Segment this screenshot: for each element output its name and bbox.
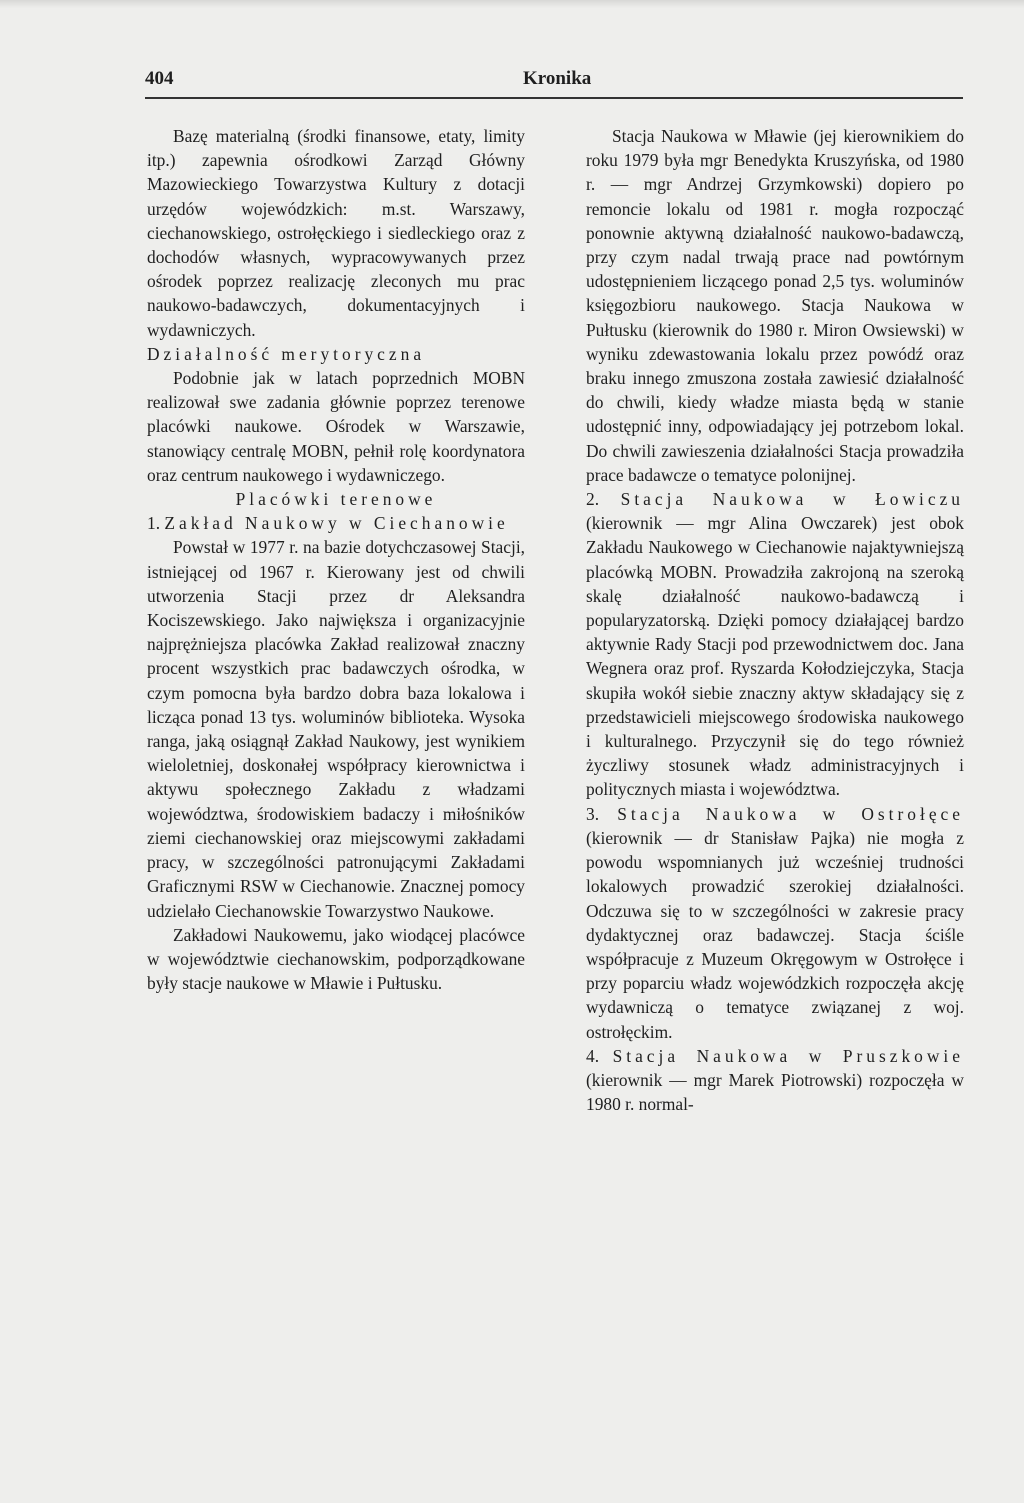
subheading-ciechanow [147,511,525,535]
item-title: Stacja Naukowa w Ostrołęce [617,803,964,824]
paragraph-pruszkow [586,1044,964,1117]
item-number: 2. [586,489,600,510]
subheading-title: Zakład Naukowy w Ciechanowie [164,513,509,534]
section-heading-activity: Działalność merytoryczna [147,343,426,364]
paragraph-ostroleka [586,802,964,1044]
item-title: Stacja Naukowa w Łowiczu [620,489,964,510]
item-text: (kierownik — mgr Marek Piotrowski) rozpoczęła w 1980 r. normal- [586,1069,964,1115]
left-column [147,124,525,995]
paragraph-mlawa-pultusk: Stacja Naukowa w Mławie (jej kierownikiem do roku 1979 była mgr Benedykta Kruszyńska, od 1980 r. — mgr Andrzej Grzymkowski) dopiero po remoncie lokalu od 1981 r. mogła rozpocząć ponownie aktywną działalność naukowo-badawczą, przy czym nadal trwają prace nad powtórnym udostępnieniem liczącego ponad 2,5 tys. woluminów księgozbioru naukowego. Stacja Naukowa w Pułtusku (kierownik do 1980 r. Miron Owsiewski) w wyniku zdewastowania lokalu przez powódź oraz braku innego zmuszona została zawiesić działalność do chwili, kiedy władze miasta będą w stanie udostępnić inny, odpowiadający jej potrzebom lokal. Do chwili zawieszenia działalności Stacja prowadziła prace badawcze o tematyce polonijnej. [586,126,964,485]
page-number: 404 [145,68,174,89]
subheading-number: 1. [147,513,161,534]
item-text: (kierownik — mgr Alina Owczarek) jest obok Zakładu Naukowego w Ciechanowie najaktywniejszą placówką MOBN. Prowadziła zakrojoną na szeroką skalę działalność naukowo-badawczą i popularyzatorską. Dzięki pomocy działającej bardzo aktywnie Rady Stacji pod przewodnictwem doc. Jana Wegnera oraz prof. Ryszarda Kołodziejczyka, Stacja skupiła wokół siebie znaczny aktyw składający się z przedstawicieli miejscowego środowiska naukowego i kulturalnego. Przyczynił się do tego również życzliwy stosunek władz administracyjnych i politycznych miasta i województwa. [586,513,964,800]
item-number: 3. [586,803,600,824]
right-column [586,124,964,1116]
header-rule [145,97,963,99]
running-title: Kronika [523,68,592,89]
item-text: (kierownik — dr Stanisław Pajka) nie mogła z powodu wspomnianych już wcześniej trudności lokalowych prowadzić szerokiej działalności. Odczuwa się to w szczególności w zakresie pracy dydaktycznej oraz badawczej. Stacja ściśle współpracuje z Muzeum Okręgowym w Ostrołęce i przy poparciu władz wojewódzkich rozpoczęła akcję wydawniczą o tematyce związanej z woj. ostrołęckim. [586,827,964,1042]
page-header [145,66,963,96]
paragraph-lowicz [586,487,964,802]
paragraph-ciechanow: Powstał w 1977 r. na bazie dotychczasowej Stacji, istniejącej od 1967 r. Kierowany jest od chwili utworzenia Stacji przez dr Aleksandra Kociszewskiego. Jako największa i organizacyjnie najprężniejsza placówka Zakład realizował znaczny procent wszystkich prac badawczych ośrodka, w czym pomocna była bardzo dobra baza lokalowa i licząca ponad 13 tys. woluminów biblioteka. Wysoka ranga, jaką osiągnął Zakład Naukowy, jest wynikiem wieloletniej, doskonałej współpracy kierownictwa i aktywu społecznego Zakładu z władzami województwa, środowiskiem badaczy i miłośników ziemi ciechanowskiej oraz miejscowymi zakładami pracy, w szczególności patronującymi Zakładami Graficznymi RSW w Ciechanowie. Znacznej pomocy udzielało Ciechanowskie Towarzystwo Naukowe. [147,537,525,921]
scan-edge-shadow [0,0,1024,8]
item-number: 4. [586,1045,600,1066]
paragraph-funding: Bazę materialną (środki finansowe, etaty, limity itp.) zapewnia ośrodkowi Zarząd Główny Mazowieckiego Towarzystwa Kultury z dotacji urzędów wojewódzkich: m.st. Warszawy, ciechanowskiego, ostrołęckiego i siedleckiego oraz z dochodów własnych, wypracowywanych przez ośrodek poprzez realizację zleconych mu prac naukowo-badawczych, dokumentacyjnych i wydawniczych. [147,126,525,340]
paragraph-activity: Podobnie jak w latach poprzednich MOBN realizował swe zadania głównie poprzez terenowe placówki naukowe. Ośrodek w Warszawie, stanowiący centralę MOBN, pełnił rolę koordynatora oraz centrum naukowego i wydawniczego. [147,368,525,485]
item-title: Stacja Naukowa w Pruszkowie [612,1045,964,1066]
paragraph-subordinate-stations: Zakładowi Naukowemu, jako wiodącej placówce w województwie ciechanowskim, podporządkowane były stacje naukowe w Mławie i Pułtusku. [147,924,525,994]
section-heading-field-units: Placówki terenowe [235,489,437,510]
